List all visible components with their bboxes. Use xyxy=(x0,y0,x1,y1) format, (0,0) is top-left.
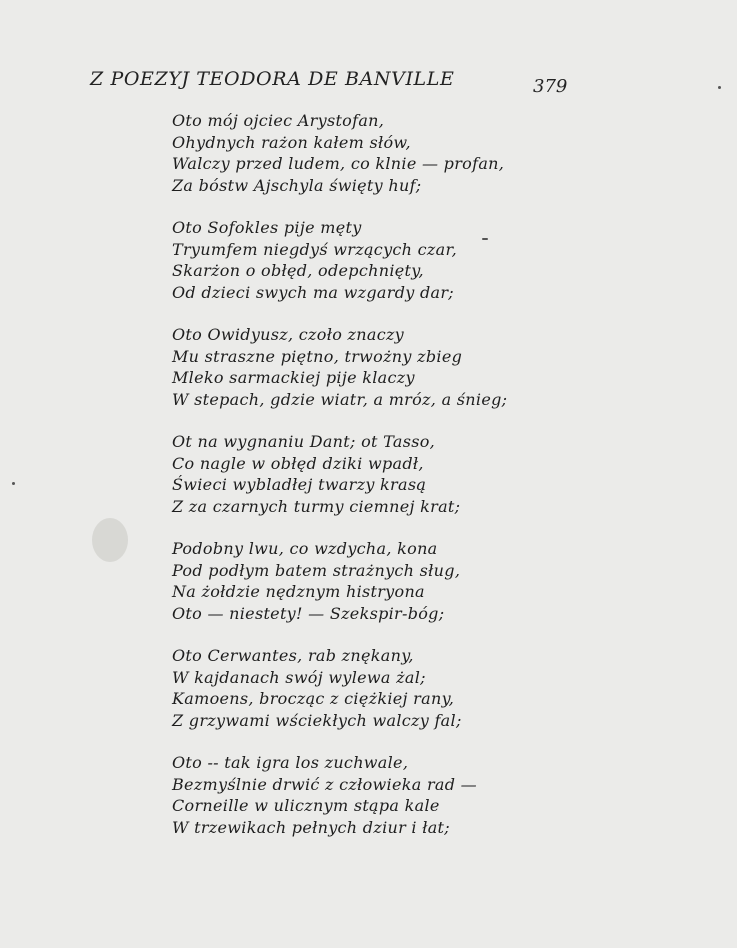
page-number: 379 xyxy=(533,76,568,97)
stanza xyxy=(172,645,692,731)
poem-line: Ohydnych rażon kałem słów, xyxy=(172,132,411,152)
poem-line: Bezmyślnie drwić z człowieka rad — xyxy=(172,774,477,794)
poem-line: Z grzywami wściekłych walczy fal; xyxy=(172,710,462,730)
poem-line: Oto Owidyusz, czoło znaczy xyxy=(172,325,405,344)
poem xyxy=(172,110,692,859)
stanza xyxy=(172,217,692,303)
poem-line: W stepach, gdzie wiatr, a mróz, a śnieg; xyxy=(172,389,508,409)
poem-line: Kamoens, brocząc z ciężkiej rany, xyxy=(172,689,455,708)
poem-line: W trzewikach pełnych dziur i łat; xyxy=(172,817,450,837)
poem-line: Od dzieci swych ma wzgardy dar; xyxy=(172,282,455,302)
poem-line: Tryumfem niegdyś wrzących czar, xyxy=(172,239,458,259)
poem-line: Mu straszne piętno, trwożny zbieg xyxy=(172,346,463,366)
ink-speck xyxy=(482,238,488,240)
poem-line: Pod podłym batem strażnych sług, xyxy=(172,560,461,580)
poem-line: Z za czarnych turmy ciemnej krat; xyxy=(172,496,461,516)
stanza xyxy=(172,324,692,410)
stanza xyxy=(172,110,692,196)
poem-line: Skarżon o obłęd, odepchnięty, xyxy=(172,261,424,280)
poem-line: Co nagle w obłęd dziki wpadł, xyxy=(172,453,424,473)
ink-speck xyxy=(718,86,721,89)
poem-line: Na żołdzie nędznym histryona xyxy=(172,582,425,601)
stanza xyxy=(172,431,692,517)
poem-line: Oto Sofokles pije męty xyxy=(172,218,362,237)
poem-line: Oto mój ojciec Arystofan, xyxy=(172,111,385,130)
running-title: Z POEZYJ TEODORA DE BANVILLE xyxy=(90,68,455,90)
poem-line: W kajdanach swój wylewa żal; xyxy=(172,667,426,687)
paper-smudge xyxy=(92,518,128,562)
poem-line: Podobny lwu, co wzdycha, kona xyxy=(172,539,438,558)
ink-speck xyxy=(12,482,15,485)
poem-line: Oto — niestety! — Szekspir-bóg; xyxy=(172,603,445,623)
poem-line: Corneille w ulicznym stąpa kale xyxy=(172,796,440,815)
poem-line: Mleko sarmackiej pije klaczy xyxy=(172,368,415,387)
poem-line: Oto -- tak igra los zuchwale, xyxy=(172,753,409,772)
poem-line: Walczy przed ludem, co klnie — profan, xyxy=(172,154,505,173)
poem-line: Świeci wybladłej twarzy krasą xyxy=(172,475,427,494)
stanza xyxy=(172,538,692,624)
poem-line: Ot na wygnaniu Dant; ot Tasso, xyxy=(172,432,436,451)
poem-line: Za bóstw Ajschyla święty huf; xyxy=(172,175,422,195)
stanza xyxy=(172,752,692,838)
poem-line: Oto Cerwantes, rab znękany, xyxy=(172,646,414,665)
